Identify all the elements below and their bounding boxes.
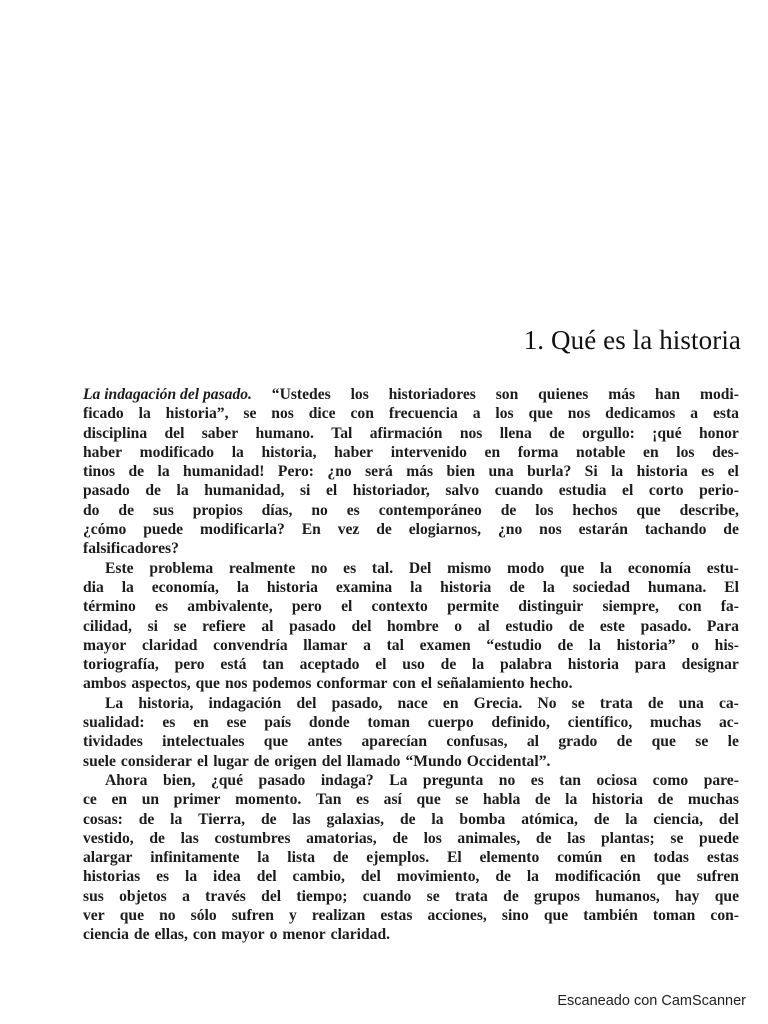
text-line: dia la economía, la historia examina la historia de la sociedad humana. El [83,578,739,596]
text-line: historias es la idea del cambio, del movimiento, de la modificación que sufren [83,868,739,886]
text-line: suele considerar el lugar de origen del llamado “Mundo Occidental”. [83,752,551,770]
section-lead: La indagación del pasado. [83,386,252,403]
text-line: Este problema realmente no es tal. Del mismo modo que la economía estu- [105,559,739,577]
text-line: haber modificado la historia, haber intervenido en forma notable en los des- [83,443,739,461]
text-line: tinos de la humanidad! Pero: ¿no será más bien una burla? Si la historia es el [83,463,739,481]
text-line: La indagación del pasado. “Ustedes los historiadores son quienes más han modi- [83,386,739,403]
text-line: ciencia de ellas, con mayor o menor claridad. [83,926,391,944]
text-line: do de sus propios días, no es contemporáneo de los hechos que describe, [83,501,739,519]
body-text [83,385,739,945]
text-line: ¿cómo puede modificarla? En vez de elogiarnos, ¿no nos estarán tachando de [83,521,739,539]
text-line: mayor claridad convendría llamar a tal examen “estudio de la historia” o his- [83,636,739,654]
chapter-title: 1. Qué es la historia [523,325,741,356]
text-line: ficado la historia”, se nos dice con frecuencia a los que nos dedicamos a esta [83,405,739,423]
text-line: alargar infinitamente la lista de ejemplos. El elemento común en todas estas [83,849,739,867]
camscanner-watermark: Escaneado con CamScanner [557,993,746,1009]
text-line: cilidad, si se refiere al pasado del hombre o al estudio de este pasado. Para [83,617,739,635]
text-line: ambos aspectos, que nos podemos conformar con el señalamiento hecho. [83,675,573,693]
text-line: sus objetos a través del tiempo; cuando se trata de grupos humanos, hay que [83,887,739,905]
text-line: sualidad: es en ese país donde toman cuerpo definido, científico, muchas ac- [83,714,739,732]
text-line: cosas: de la Tierra, de las galaxias, de la bomba atómica, de la ciencia, del [83,810,739,828]
text-line: término es ambivalente, pero el contexto permite distinguir siempre, con fa- [83,598,739,616]
text-line: Ahora bien, ¿qué pasado indaga? La pregunta no es tan ociosa como pare- [105,771,739,789]
text-line: ce en un primer momento. Tan es así que se habla de la historia de muchas [83,791,739,809]
text-line: tividades intelectuales que antes aparecían confusas, al grado de que se le [83,733,739,751]
text-line: toriografía, pero está tan aceptado el uso de la palabra historia para designar [83,656,739,674]
text-line: falsificadores? [83,540,179,558]
text-line: vestido, de las costumbres amatorias, de los animales, de las plantas; se puede [83,829,739,847]
text-line: ver que no sólo sufren y realizan estas acciones, sino que también toman con- [83,907,739,925]
text-line: pasado de la humanidad, si el historiador, salvo cuando estudia el corto perio- [83,482,739,500]
text-line: La historia, indagación del pasado, nace en Grecia. No se trata de una ca- [105,694,739,712]
text-line: disciplina del saber humano. Tal afirmación nos llena de orgullo: ¡qué honor [83,424,739,442]
